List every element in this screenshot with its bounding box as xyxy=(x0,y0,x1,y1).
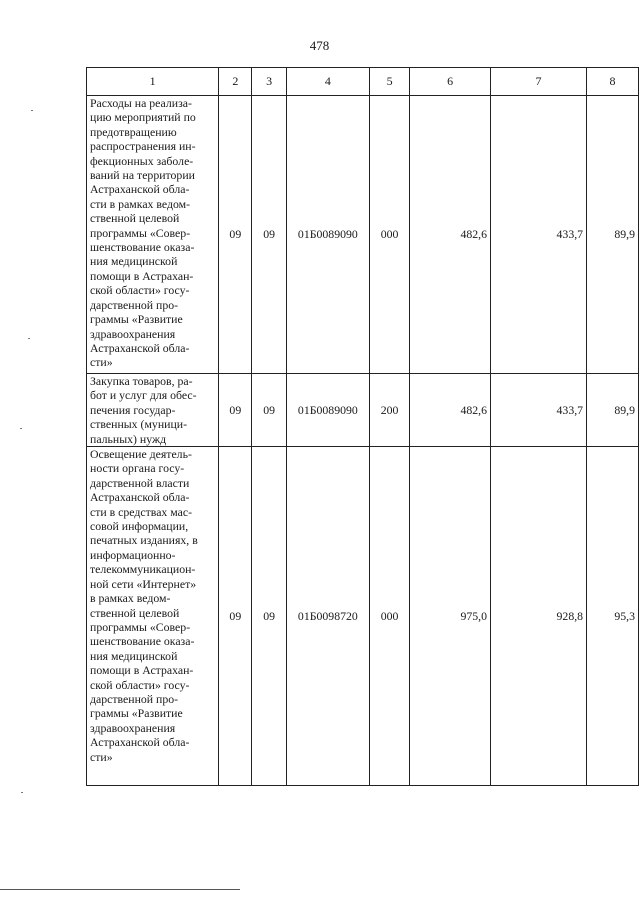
description-line: программы «Совер- xyxy=(90,619,191,634)
description-line: дарственной про- xyxy=(90,691,179,706)
description-line: программы «Совер- xyxy=(90,225,191,240)
expense-type-code: 200 xyxy=(369,374,409,447)
subsection-code: 09 xyxy=(252,374,286,447)
target-article-code: 01Б0089090 xyxy=(286,374,369,447)
description-line: Освещение деятель- xyxy=(90,447,192,462)
description-line: телекоммуникацион- xyxy=(90,562,196,577)
description-line: Астраханской обла- xyxy=(90,490,190,505)
description-line: сти в рамках ведом- xyxy=(90,196,191,211)
planned-amount: 482,6 xyxy=(410,374,491,447)
header-col-3: 3 xyxy=(252,68,286,96)
description-line: пальных) нужд xyxy=(90,431,167,446)
planned-amount: 482,6 xyxy=(410,96,491,374)
header-col-5: 5 xyxy=(369,68,409,96)
subsection-code: 09 xyxy=(252,96,286,374)
row-description xyxy=(87,374,219,447)
budget-table xyxy=(86,67,639,786)
scan-speck xyxy=(21,792,23,793)
description-line: печения государ- xyxy=(90,402,176,417)
row-description xyxy=(87,96,219,374)
description-line: распространения ин- xyxy=(90,139,196,154)
description-line: ной сети «Интернет» xyxy=(90,576,197,591)
description-line: ния медицинской xyxy=(90,254,178,269)
page-number: 478 xyxy=(309,38,330,53)
description-line: помощи в Астрахан- xyxy=(90,268,194,283)
header-col-8: 8 xyxy=(587,68,639,96)
description-line: ния медицинской xyxy=(90,648,178,663)
description-line: ственной целевой xyxy=(90,211,180,226)
description-line: совой информации, xyxy=(90,519,189,534)
header-col-2: 2 xyxy=(219,68,252,96)
description-line: ской области» госу- xyxy=(90,677,190,692)
description-line: помощи в Астрахан- xyxy=(90,663,194,678)
description-line: фекционных заболе- xyxy=(90,153,194,168)
description-line: ности органа госу- xyxy=(90,461,185,476)
description-line: в рамках ведом- xyxy=(90,591,171,606)
description-line: граммы «Развитие xyxy=(90,706,183,721)
description-line: шенствование оказа- xyxy=(90,240,195,255)
description-line: информационно- xyxy=(90,547,176,562)
description-line: дарственной власти xyxy=(90,475,190,490)
header-col-7: 7 xyxy=(491,68,587,96)
planned-amount: 975,0 xyxy=(410,447,491,786)
table-header-row xyxy=(87,68,639,96)
table-row xyxy=(87,447,639,786)
table-row xyxy=(87,96,639,374)
execution-percent: 95,3 xyxy=(587,447,639,786)
section-code: 09 xyxy=(219,96,252,374)
description-line: предотвращению xyxy=(90,124,177,139)
header-col-6: 6 xyxy=(410,68,491,96)
execution-percent: 89,9 xyxy=(587,374,639,447)
description-line: Астраханской обла- xyxy=(90,340,190,355)
expense-type-code: 000 xyxy=(369,447,409,786)
description-line: Астраханской обла- xyxy=(90,182,190,197)
scan-speck xyxy=(28,338,30,339)
subsection-code: 09 xyxy=(252,447,286,786)
description-line: ской области» госу- xyxy=(90,283,190,298)
scan-speck xyxy=(20,428,22,429)
executed-amount: 928,8 xyxy=(491,447,587,786)
section-code: 09 xyxy=(219,374,252,447)
description-line: сти» xyxy=(90,749,113,764)
description-line: цию мероприятий по xyxy=(90,110,196,125)
description-line: дарственной про- xyxy=(90,297,179,312)
description-line: печатных изданиях, в xyxy=(90,533,198,548)
row-description xyxy=(87,447,219,786)
scan-speck xyxy=(31,110,33,111)
description-line: здравоохранения xyxy=(90,326,176,341)
description-line: бот и услуг для обес- xyxy=(90,388,197,403)
description-line: Астраханской обла- xyxy=(90,735,190,750)
table-row xyxy=(87,374,639,447)
header-col-1: 1 xyxy=(87,68,219,96)
description-line: граммы «Развитие xyxy=(90,312,183,327)
header-col-4: 4 xyxy=(286,68,369,96)
expense-type-code: 000 xyxy=(369,96,409,374)
description-line: ваний на территории xyxy=(90,168,195,183)
description-line: шенствование оказа- xyxy=(90,634,195,649)
description-line: Закупка товаров, ра- xyxy=(90,374,193,388)
execution-percent: 89,9 xyxy=(587,96,639,374)
description-line: ственной целевой xyxy=(90,605,180,620)
target-article-code: 01Б0089090 xyxy=(286,96,369,374)
executed-amount: 433,7 xyxy=(491,374,587,447)
target-article-code: 01Б0098720 xyxy=(286,447,369,786)
description-line: ственных (муници- xyxy=(90,417,188,432)
executed-amount: 433,7 xyxy=(491,96,587,374)
footer-rule xyxy=(0,889,240,890)
description-line: сти» xyxy=(90,355,113,370)
description-line: здравоохранения xyxy=(90,720,176,735)
description-line: сти в средствах мас- xyxy=(90,504,193,519)
section-code: 09 xyxy=(219,447,252,786)
description-line: Расходы на реализа- xyxy=(90,96,192,110)
